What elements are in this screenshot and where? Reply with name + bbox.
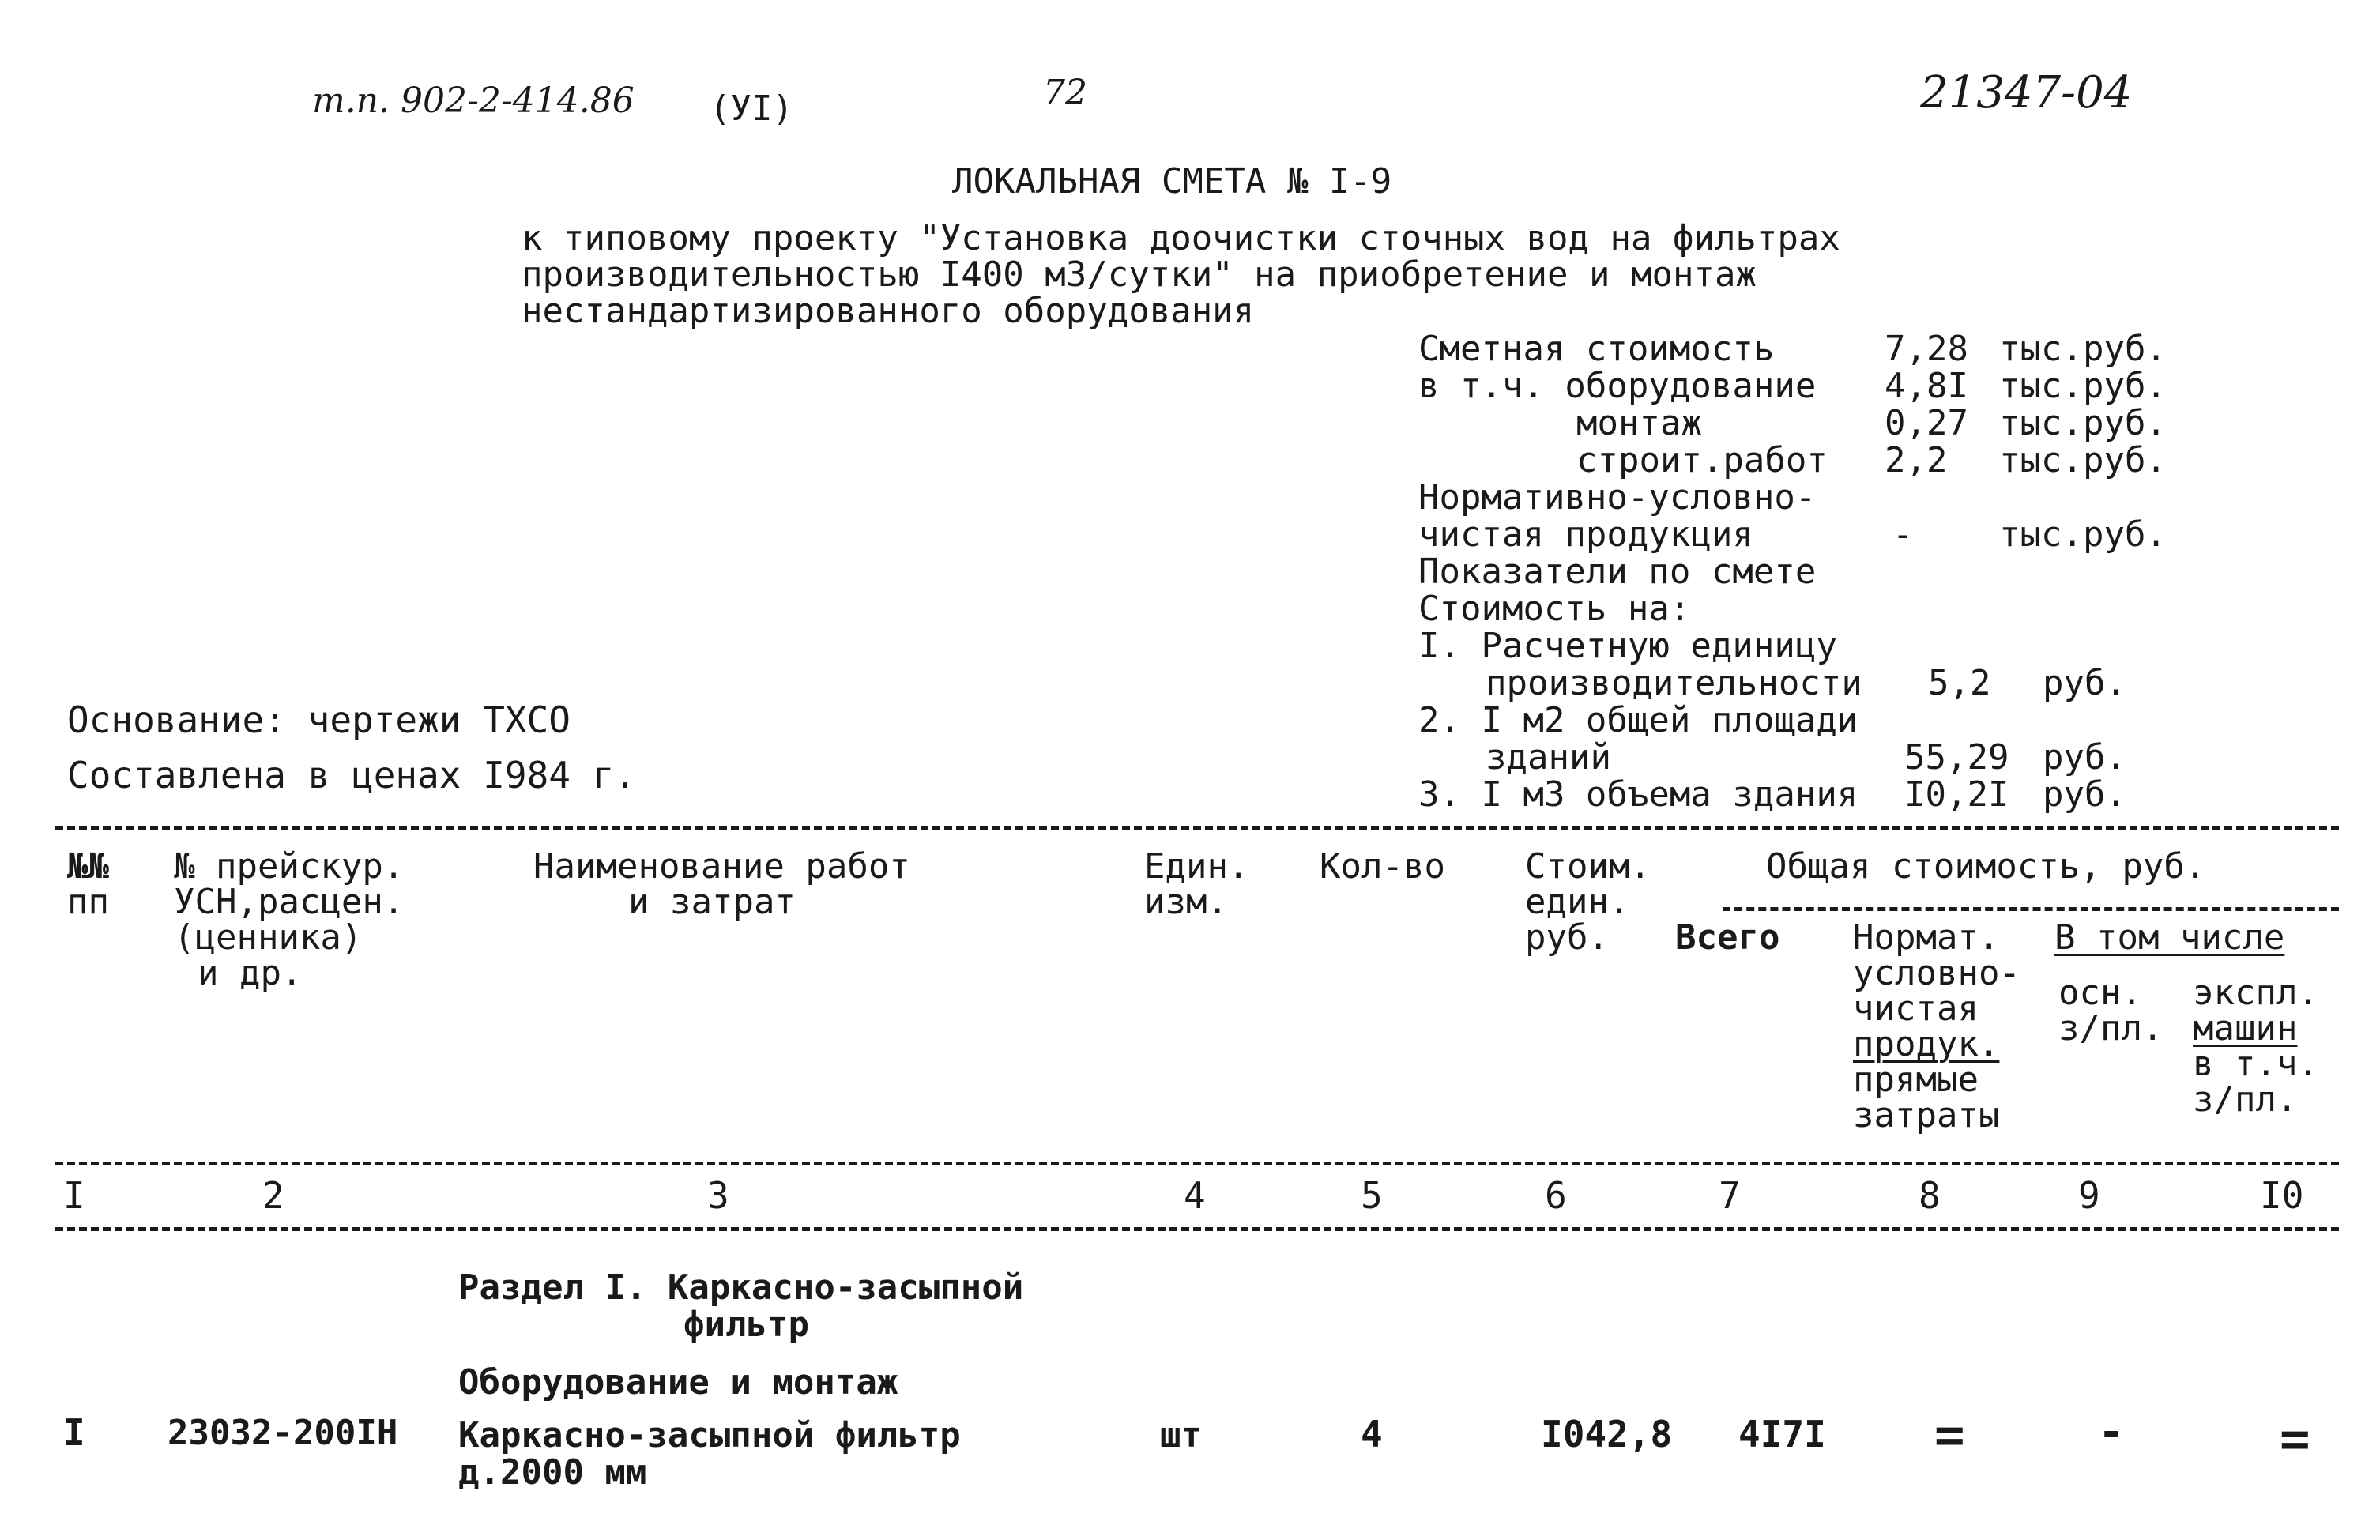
column-number: 8 <box>1919 1174 1941 1217</box>
col8-header-line: прямые <box>1853 1060 1979 1100</box>
col10-header-line: з/пл. <box>2193 1079 2298 1120</box>
summary-unit: тыс.руб. <box>1999 403 2167 443</box>
summary-label: производительности <box>1486 663 1862 703</box>
col9-header-line: з/пл. <box>2058 1008 2163 1049</box>
column-number: 7 <box>1719 1174 1741 1217</box>
row-number: I <box>63 1411 85 1454</box>
summary-label: зданий <box>1486 737 1611 778</box>
col6-header-line: Стоим. <box>1525 846 1651 887</box>
column-number: 9 <box>2078 1174 2100 1217</box>
summary-value: 5,2 <box>1928 663 1991 703</box>
summary-label: I. Расчетную единицу <box>1418 626 1837 666</box>
summary-unit: руб. <box>2043 774 2126 815</box>
summary-unit: тыс.руб. <box>1999 366 2167 406</box>
column-number: 6 <box>1545 1174 1567 1217</box>
col2-header-line: (ценника) <box>174 917 363 958</box>
col4-header-line: изм. <box>1144 882 1228 922</box>
summary-value: - <box>1892 514 1914 555</box>
row-c10-mark: = <box>2280 1410 2310 1469</box>
prices-text: Составлена в ценах I984 г. <box>67 754 637 796</box>
col2-header-line: № прейскур. <box>174 846 405 887</box>
col2-header-line: УСН,расцен. <box>174 882 405 922</box>
row-quantity: 4 <box>1361 1413 1383 1455</box>
col9-header-line: осн. <box>2058 973 2142 1013</box>
col6-header-line: руб. <box>1525 917 1609 958</box>
row-c8-mark: = <box>1934 1406 1965 1465</box>
summary-unit: тыс.руб. <box>1999 440 2167 480</box>
summary-label: Показатели по смете <box>1418 552 1817 592</box>
summary-value: 7,28 <box>1885 329 1968 369</box>
col7-header: Всего <box>1675 917 1780 958</box>
row-name-line: д.2000 мм <box>458 1452 647 1493</box>
summary-label: строит.работ <box>1576 440 1828 480</box>
row-code: 23032-200IH <box>168 1413 398 1453</box>
summary-unit: руб. <box>2043 737 2126 778</box>
row-name-line: Каркасно-засыпной фильтр <box>458 1415 961 1455</box>
subtitle-line-1: к типовому проекту "Установка доочистки сточных вод на фильтрах <box>522 218 1840 258</box>
summary-label: монтаж <box>1576 403 1702 443</box>
col1-header-line: пп <box>67 882 109 922</box>
col8-header-line: Нормат. <box>1853 917 2000 958</box>
separator-line <box>55 1227 2339 1231</box>
col3-header-line: Наименование работ <box>533 846 910 887</box>
summary-label: 3. I м3 объема здания <box>1418 774 1858 815</box>
col8-header-line: продук. <box>1853 1024 2000 1064</box>
col8-header-line: затраты <box>1853 1095 2000 1135</box>
summary-label: Нормативно-условно- <box>1418 477 1817 518</box>
summary-label: Сметная стоимость <box>1418 329 1775 369</box>
col6-header-line: един. <box>1525 882 1630 922</box>
volume-label: (УI) <box>710 88 793 129</box>
section-title-line: фильтр <box>683 1305 809 1345</box>
col3-header-line: и затрат <box>628 882 796 922</box>
row-unit: шт <box>1160 1415 1202 1455</box>
summary-value: 4,8I <box>1885 366 1968 406</box>
column-number: I <box>63 1174 85 1217</box>
row-total: 4I7I <box>1738 1413 1826 1455</box>
summary-unit: тыс.руб. <box>1999 514 2167 555</box>
col2-header-line: и др. <box>198 953 303 993</box>
summary-value: 2,2 <box>1885 440 1948 480</box>
row-unit-cost: I042,8 <box>1541 1413 1673 1455</box>
col5-header-line: Кол-во <box>1320 846 1445 887</box>
summary-unit: руб. <box>2043 663 2126 703</box>
separator-line <box>55 1162 2339 1165</box>
page-number: 72 <box>1043 73 1087 113</box>
col8-header-line: чистая <box>1853 988 1979 1029</box>
summary-value: 55,29 <box>1904 737 2009 778</box>
col1-header-line: №№ <box>67 846 109 887</box>
col4-header-line: Един. <box>1144 846 1249 887</box>
doc-number: 21347-04 <box>1920 67 2133 119</box>
doc-title: ЛОКАЛЬНАЯ СМЕТА № I-9 <box>952 161 1392 201</box>
summary-unit: тыс.руб. <box>1999 329 2167 369</box>
separator-line <box>55 826 2339 830</box>
total-cost-group-header: Общая стоимость, руб. <box>1766 846 2206 887</box>
section-title-line: Раздел I. Каркасно-засыпной <box>458 1267 1024 1308</box>
column-number: 3 <box>707 1174 729 1217</box>
column-number: 5 <box>1361 1174 1383 1217</box>
summary-label: Стоимость на: <box>1418 589 1691 629</box>
separator-line <box>1723 907 2339 911</box>
subtitle-line-3: нестандартизированного оборудования <box>522 291 1255 331</box>
col8-header-line: условно- <box>1853 953 2020 993</box>
column-number: I0 <box>2260 1174 2304 1217</box>
summary-value: 0,27 <box>1885 403 1968 443</box>
summary-label: в т.ч. оборудование <box>1418 366 1817 406</box>
row-c9-mark: - <box>2098 1406 2125 1458</box>
column-number: 2 <box>262 1174 284 1217</box>
col10-header-line: в т.ч. <box>2193 1044 2318 1084</box>
basis-text: Основание: чертежи ТХСО <box>67 698 571 741</box>
including-group-header: В том числе <box>2054 917 2285 958</box>
summary-label: чистая продукция <box>1418 514 1753 555</box>
col10-header-line: машин <box>2193 1008 2298 1049</box>
project-code: т.п. 902-2-414.86 <box>312 81 635 121</box>
summary-value: I0,2I <box>1904 774 2009 815</box>
column-number: 4 <box>1184 1174 1206 1217</box>
summary-label: 2. I м2 общей площади <box>1418 700 1858 740</box>
subtitle-line-2: производительностью I400 м3/сутки" на приобретение и монтаж <box>522 254 1757 295</box>
col10-header-line: экспл. <box>2193 973 2318 1013</box>
section-subheading: Оборудование и монтаж <box>458 1362 898 1403</box>
